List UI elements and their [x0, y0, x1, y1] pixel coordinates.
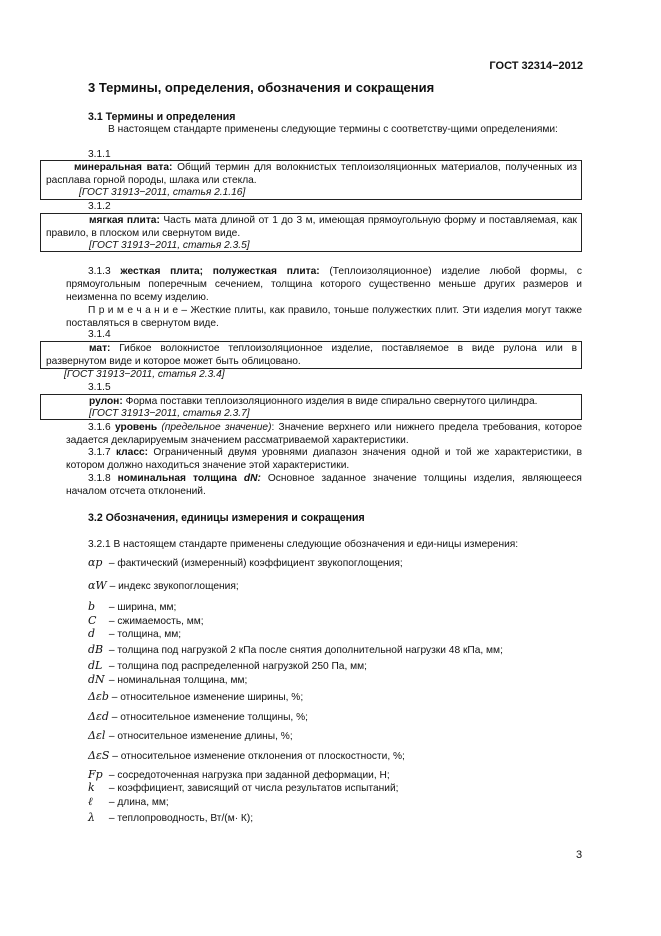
subsection-title-3-1: 3.1 Термины и определения — [88, 111, 236, 123]
term-note: П р и м е ч а н и е – Жесткие плиты, как правило, тоньше полужестких плит. Эти изделия могут также поставляться в свернутом виде. — [66, 305, 582, 330]
section-title: 3 Термины, определения, обозначения и сокращения — [88, 80, 435, 95]
document-code: ГОСТ 32314−2012 — [489, 60, 583, 72]
symbol-item: Δεl – относительное изменение длины, %; — [88, 729, 293, 742]
symbol-item: λ – теплопроводность, Вт/(м· К); — [88, 811, 254, 824]
symbol-item: d – толщина, мм; — [88, 627, 182, 640]
term-3-1-3: 3.1.3 жесткая плита; полужесткая плита: (Теплоизоляционное) изделие любой формы, с прямоугольным поперечным сечением, толщина которого существенно меньше других размеров и неизменна по всему изделию. — [66, 266, 582, 304]
subsection-intro: В настоящем стандарте применены следующие термины с соответству-щими определениями: — [108, 124, 558, 135]
term-number: 3.1.4 — [88, 329, 111, 340]
term-box-3-1-5 — [40, 394, 582, 420]
term-box-3-1-1 — [40, 160, 582, 200]
symbol-item: dL – толщина под распределенной нагрузкой 250 Па, мм; — [88, 659, 367, 672]
symbol-item: αW – индекс звукопоглощения; — [88, 579, 239, 592]
term-3-1-8: 3.1.8 номинальная толщина dN: Основное заданное значение толщины изделия, являющееся началом отсчета отклонений. — [66, 473, 582, 498]
term-reference: [ГОСТ 31913−2011, статья 2.3.5] — [89, 240, 250, 251]
symbol-item: ℓ – длина, мм; — [88, 795, 169, 808]
term-box-3-1-2 — [40, 213, 582, 252]
symbol-item: dB – толщина под нагрузкой 2 кПа после снятия дополнительной нагрузки 48 кПа, мм; — [88, 643, 503, 656]
symbol-item: k – коэффициент, зависящий от числа результатов испытаний; — [88, 781, 399, 794]
symbol-item: dN – номинальная толщина, мм; — [88, 673, 248, 686]
symbol-item: C – сжимаемость, мм; — [88, 614, 204, 627]
term-3-1-7: 3.1.7 класс: Ограниченный двумя уровнями диапазон значения одной и той же характеристики, в котором должно находиться значение этой характеристики. — [66, 447, 582, 472]
term-reference: [ГОСТ 31913−2011, статья 2.1.16] — [79, 187, 246, 198]
term-definition: мат: Гибкое волокнистое теплоизоляционное изделие, поставляемое в виде рулона или в развернутом виде и которое может быть облицовано. — [46, 343, 577, 368]
term-3-1-6: 3.1.6 уровень (предельное значение): Значение верхнего или нижнего предела требования, которое задается декларируемым значением рассматриваемой характеристики. — [66, 422, 582, 447]
symbol-item: Δεd – относительное изменение толщины, %; — [88, 710, 308, 723]
term-reference: [ГОСТ 31913−2011, статья 2.3.7] — [89, 408, 250, 419]
symbol-item: Δεb – относительное изменение ширины, %; — [88, 690, 304, 703]
term-definition: мягкая плита: Часть мата длиной от 1 до 3 м, имеющая прямоугольную форму и поставляемая, как правило, в плоском или свернутом виде. — [46, 215, 577, 240]
page-number: 3 — [576, 849, 583, 861]
symbol-item: αp – фактический (измеренный) коэффициент звукопоглощения; — [88, 556, 403, 569]
subsection-title-3-2: 3.2 Обозначения, единицы измерения и сокращения — [88, 512, 365, 524]
term-number: 3.1.5 — [88, 382, 111, 393]
symbol-item: ΔεS – относительное изменение отклонения от плоскостности, %; — [88, 749, 405, 762]
term-reference: [ГОСТ 31913−2011, статья 2.3.4] — [64, 369, 225, 380]
term-definition: минеральная вата: Общий термин для волокнистых теплоизоляционных материалов, полученных из расплава горной породы, шлака или стекла. — [46, 162, 577, 187]
term-number: 3.1.1 — [88, 149, 111, 160]
symbol-item: b – ширина, мм; — [88, 600, 177, 613]
term-number: 3.1.2 — [88, 201, 111, 212]
term-box-3-1-4 — [40, 341, 582, 369]
term-definition: рулон: Форма поставки теплоизоляционного изделия в виде спирально свернутого цилиндра. — [89, 396, 538, 407]
symbol-item: Fp – сосредоточенная нагрузка при заданной деформации, Н; — [88, 768, 390, 781]
symbols-intro: 3.2.1 В настоящем стандарте применены следующие обозначения и еди-ницы измерения: — [88, 539, 519, 550]
